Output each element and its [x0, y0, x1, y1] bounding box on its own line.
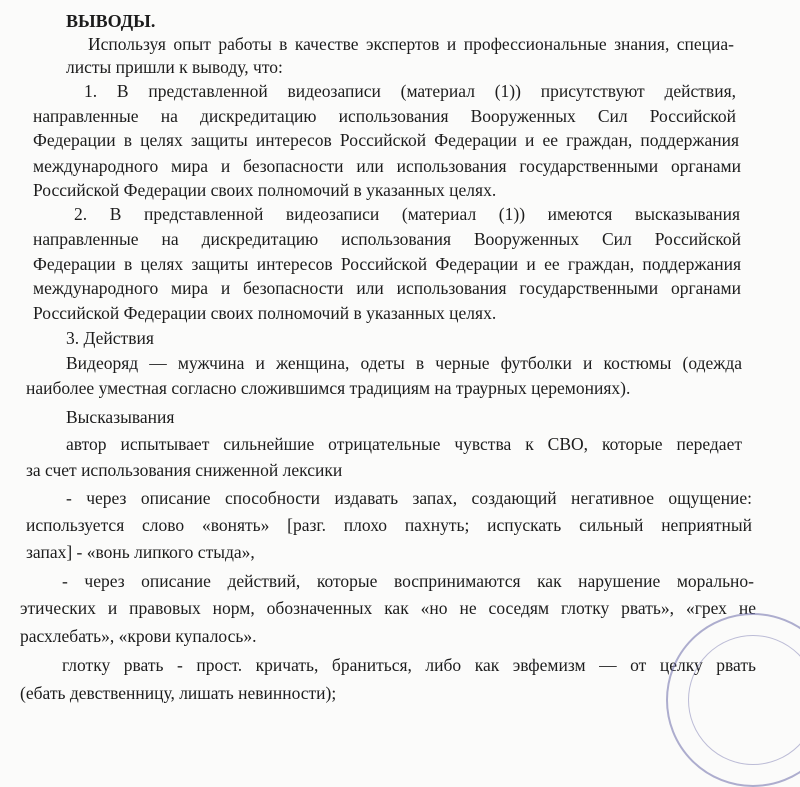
section-title: 3. Действия — [66, 328, 154, 348]
text-line: Используя опыт работы в качестве экспертов и профессиональные знания, специа- — [88, 34, 734, 54]
text-line: 1. В представленной видеозаписи (материал (1)) присутствуют действия, — [84, 81, 736, 101]
text-line: Видеоряд — мужчина и женщина, одеты в черные футболки и костюмы (одежда — [66, 353, 742, 373]
text-line: за счет использования сниженной лексики — [26, 460, 343, 480]
stamp-inner-ring — [688, 635, 800, 765]
text-line: запах] - «вонь липкого стыда», — [26, 542, 255, 562]
text-line: Федерации в целях защиты интересов Российской Федерации и ее граждан, поддержания — [33, 254, 741, 274]
text-line: этических и правовых норм, обозначенных как «но не соседям глотку рвать», «грех не — [20, 598, 756, 618]
section-title: Высказывания — [66, 407, 175, 427]
text-line: направленные на дискредитацию использования Вооруженных Сил Российской — [33, 229, 741, 249]
text-line: используется слово «вонять» [разг. плохо пахнуть; испускать сильный неприятный — [26, 515, 752, 535]
text-line: международного мира и безопасности или использования государственными органами — [33, 278, 741, 298]
text-line: - через описание действий, которые воспринимаются как нарушение морально- — [62, 571, 754, 591]
text-line: Российской Федерации своих полномочий в указанных целях. — [33, 303, 497, 323]
text-line: глотку рвать - прост. кричать, браниться, либо как эвфемизм — от целку рвать — [62, 655, 756, 675]
text-line: Российской Федерации своих полномочий в указанных целях. — [33, 180, 497, 200]
text-line: - через описание способности издавать запах, создающий негативное ощущение: — [66, 488, 752, 508]
text-line: международного мира и безопасности или использования государственными органами — [33, 156, 741, 176]
text-line: автор испытывает сильнейшие отрицательные чувства к СВО, которые передает — [66, 434, 742, 454]
text-line: Федерации в целях защиты интересов Российской Федерации и ее граждан, поддержания — [33, 130, 739, 150]
text-line: листы пришли к выводу, что: — [66, 57, 283, 77]
text-line: наиболее уместная согласно сложившимся традициям на траурных церемониях). — [26, 378, 631, 398]
text-line: 2. В представленной видеозаписи (материал (1)) имеются высказывания — [74, 204, 740, 224]
heading: ВЫВОДЫ. — [66, 11, 156, 31]
text-line: (ебать девственницу, лишать невинности); — [20, 683, 337, 703]
text-line: направленные на дискредитацию использования Вооруженных Сил Российской — [33, 106, 736, 126]
text-line: расхлебать», «крови купалось». — [20, 626, 257, 646]
